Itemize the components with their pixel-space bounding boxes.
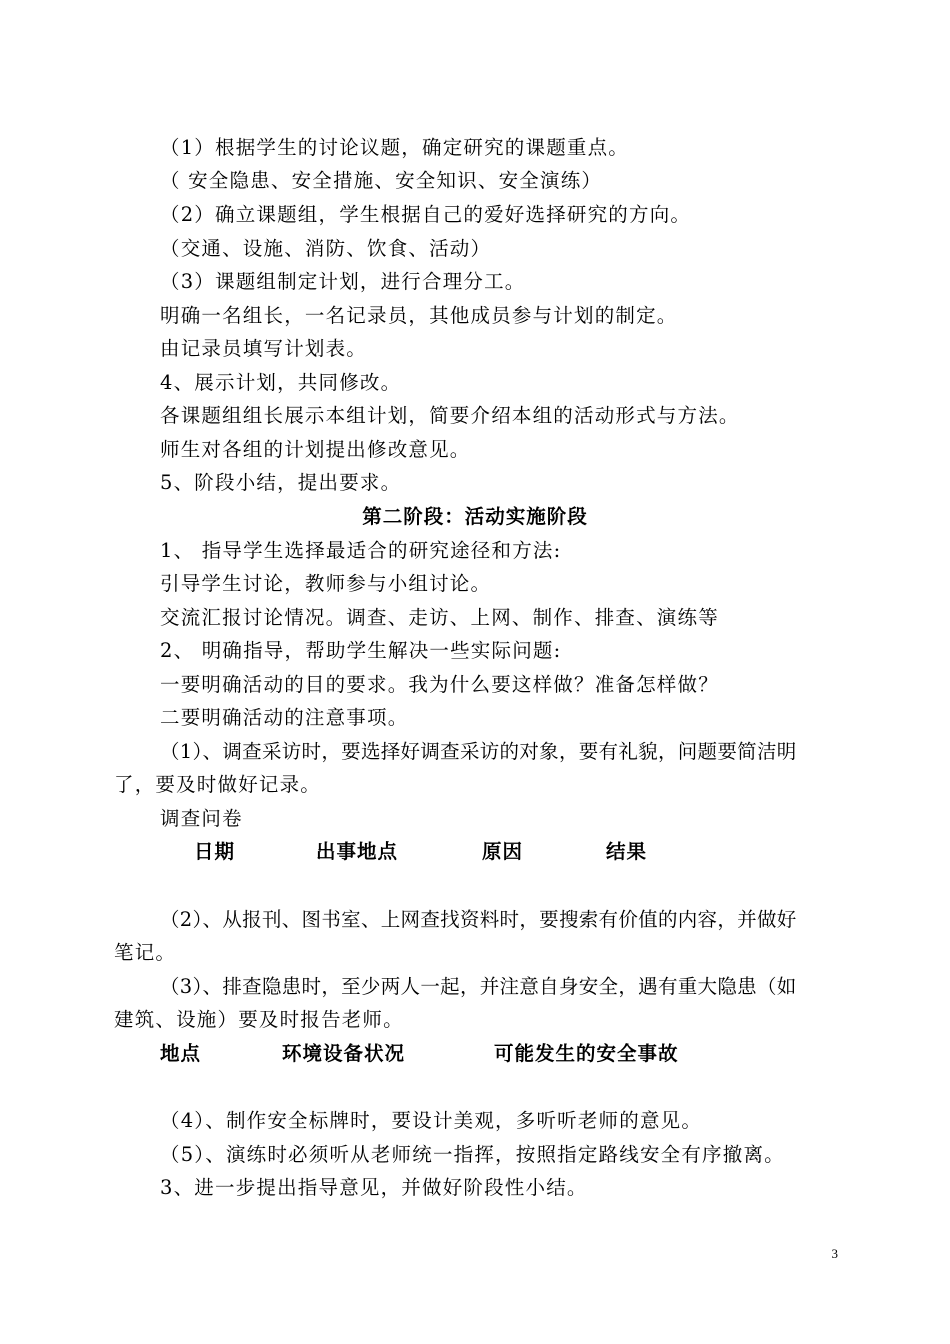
text-line: （1）根据学生的讨论议题，确定研究的课题重点。 [160,136,630,159]
text-line: 一要明确活动的目的要求。我为什么要这样做？准备怎样做？ [160,673,719,696]
text-line: 引导学生讨论，教师参与小组讨论。 [160,572,492,595]
text-line: 2、 明确指导，帮助学生解决一些实际问题: [160,639,562,662]
survey-col-cause: 原因 [482,840,524,863]
text-line: （2）确立课题组，学生根据自己的爱好选择研究的方向。 [160,203,692,226]
text-line: （4）、制作安全标牌时，要设计美观，多听听老师的意见。 [160,1109,703,1132]
hazard-col-accident: 可能发生的安全事故 [494,1042,679,1065]
text-line: 1、 指导学生选择最适合的研究途径和方法: [160,539,562,562]
text-line: （5）、演练时必须听从老师统一指挥，按照指定路线安全有序撤离。 [160,1143,785,1166]
text-line: 笔记。 [114,941,177,964]
survey-col-result: 结果 [606,840,648,863]
text-line: 5、阶段小结，提出要求。 [160,471,402,494]
survey-col-location: 出事地点 [316,840,399,863]
text-line: 4、展示计划，共同修改。 [160,371,402,394]
page-number: 3 [831,1246,838,1261]
text-line: （交通、设施、消防、饮食、活动） [160,237,492,260]
text-line: 师生对各组的计划提出修改意见。 [160,438,471,461]
text-line: 由记录员填写计划表。 [160,337,368,360]
text-line: 交流汇报讨论情况。调查、走访、上网、制作、排查、演练等 [160,606,719,629]
text-line: （2）、从报刊、图书室、上网查找资料时，要搜索有价值的内容，并做好 [160,908,797,931]
hazard-col-condition: 环境设备状况 [282,1042,406,1065]
text-line: （1）、调查采访时，要选择好调查采访的对象，要有礼貌，问题要简洁明 [160,740,797,763]
survey-col-date: 日期 [194,840,236,863]
text-line: 各课题组组长展示本组计划，简要介绍本组的活动形式与方法。 [160,404,740,427]
text-line: 了，要及时做好记录。 [114,773,322,796]
text-line: （ 安全隐患、安全措施、安全知识、安全演练） [160,169,603,192]
text-line: 3、进一步提出指导意见，并做好阶段性小结。 [160,1176,588,1199]
section-heading: 第二阶段：活动实施阶段 [362,505,588,528]
text-line: 二要明确活动的注意事项。 [160,706,409,729]
text-line: 建筑、设施）要及时报告老师。 [114,1008,404,1031]
hazard-col-location: 地点 [160,1042,202,1065]
text-line: （3）课题组制定计划，进行合理分工。 [160,270,526,293]
text-line: 调查问卷 [160,807,243,830]
text-line: （3）、排查隐患时，至少两人一起，并注意自身安全，遇有重大隐患（如 [160,975,797,998]
text-line: 明确一名组长，一名记录员，其他成员参与计划的制定。 [160,304,678,327]
